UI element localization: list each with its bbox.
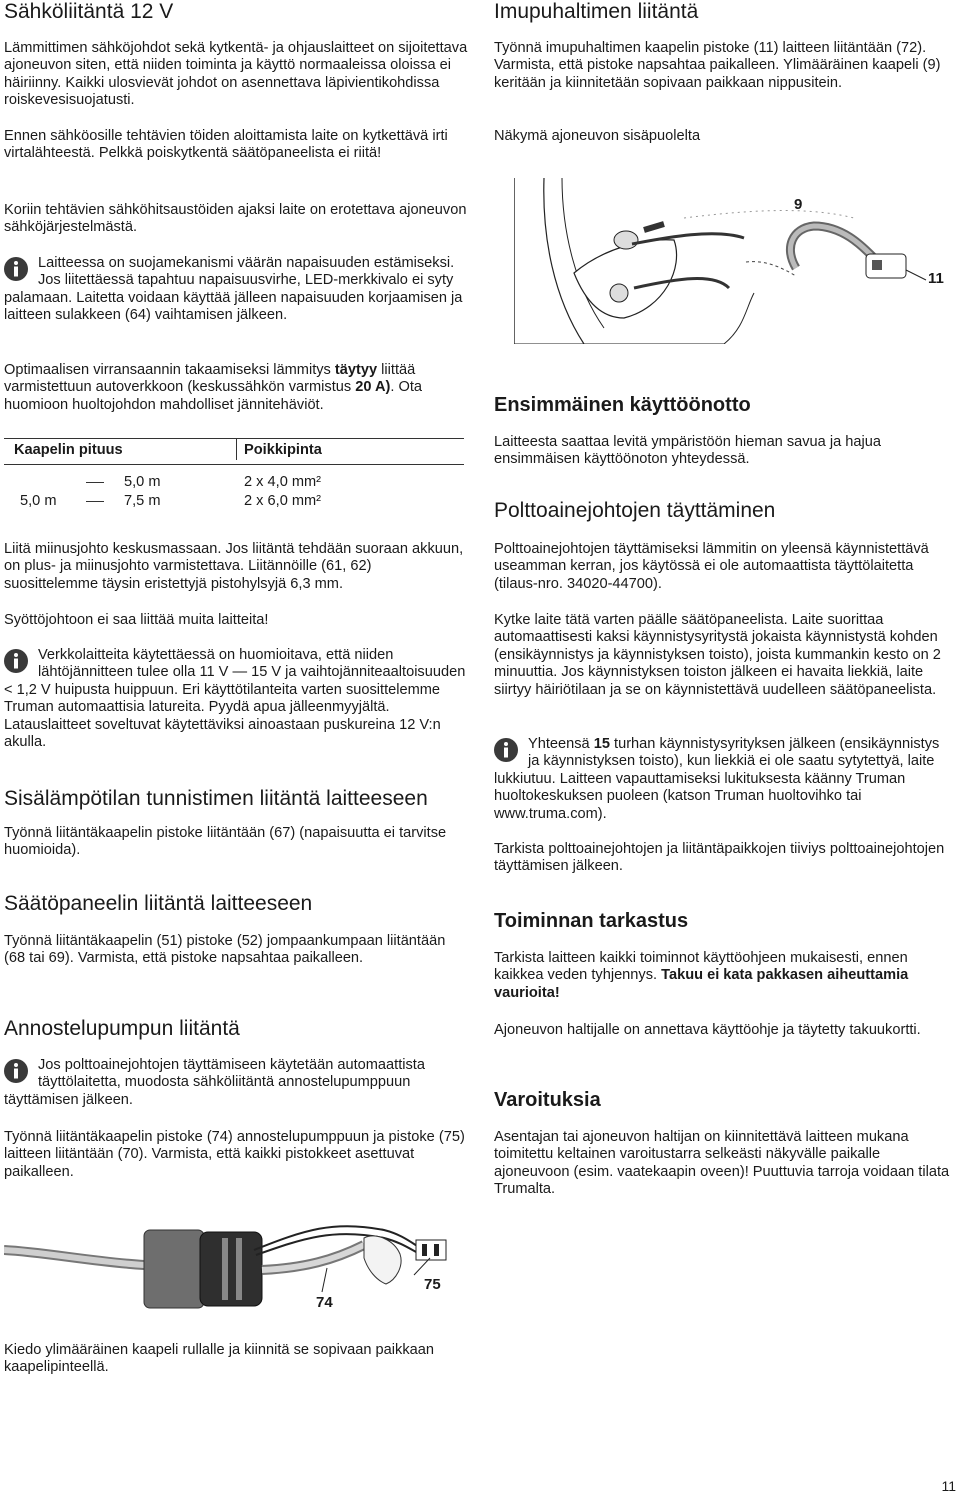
cable-table xyxy=(4,438,468,524)
text: Takuu ei kata pakkasen aiheuttamia vaurioita! xyxy=(494,967,909,1001)
paragraph: Syöttöjohtoon ei saa liittää muita laitteita! xyxy=(4,612,269,628)
figure-label-9: 9 xyxy=(794,196,803,213)
figure-label-11: 11 xyxy=(928,270,944,287)
paragraph: Kiedo ylimääräinen kaapeli rullalle ja kiinnitä se sopivaan paikkaan kaapelipinteellä. xyxy=(4,1342,434,1376)
info-note xyxy=(4,647,468,751)
section-title-vacuum: Imupuhaltimen liitäntä xyxy=(494,0,699,23)
table-header: Kaapelin pituus xyxy=(14,442,123,458)
dash xyxy=(86,501,104,502)
info-icon xyxy=(4,257,28,281)
section-title-panel: Säätöpaneelin liitäntä laitteeseen xyxy=(4,892,313,915)
info-icon xyxy=(494,738,518,762)
text: turhan käynnistysyrityksen jälkeen (ensikäynnistys ja käynnistyksen toisto), kun liekkiä ei ole saatu sytytettyä, laite lukkiutuu. Laitteen vapauttamiseksi lukituksesta käänny Truman huoltokeskuksen puoleen (katson Truman huoltovihko tai www.truma.com). xyxy=(494,736,940,822)
text: Ennen sähköosille tehtävien töiden aloittamista laite on kytkettävä irti virtalähteestä. xyxy=(4,128,448,162)
table-header: Poikkipinta xyxy=(244,442,322,458)
table-cell: 7,5 m xyxy=(124,493,161,509)
note-text: Laitteessa on suojamekanismi väärän napaisuuden estämiseksi. Jos liitettäessä tapahtuu napaisuusvirhe, LED-merkkivalo ei syty palamaan. Laitetta voidaan käyttää jälleen napaisuuden korjaamisen ja laitteen sulakkeen (64) vaihtamisen jälkeen. xyxy=(4,255,463,324)
text: 15 xyxy=(593,736,610,752)
paragraph: Laitteesta saattaa levitä ympäristöön hieman savua ja hajua ensimmäisen käyttöönoton yhteydessä. xyxy=(494,434,881,468)
paragraph: Lämmittimen sähköjohdot sekä kytkentä- ja ohjauslaitteet on sijoitettava ajoneuvon siten, että niiden toiminta ja käyttö normaaleissa oloissa ei häiriinny. Kaikki ulosvievät johdot on asennettava läpivientikohdissa roiskevesisuojatusti. xyxy=(4,40,468,109)
info-icon xyxy=(4,1059,28,1083)
note-text xyxy=(494,736,954,823)
paragraph xyxy=(4,128,468,163)
paragraph xyxy=(4,362,468,414)
info-icon xyxy=(4,649,28,673)
table-cell: 5,0 m xyxy=(20,493,57,509)
paragraph: Asentajan tai ajoneuvon haltijan on kiinnitettävä laitteen mukana toimitettu keltainen varoitustarra selkeästi näkyvälle paikalle ajoneuvoon (esim. vaatekaapin oveen)! Puuttuvia tarroja voidaan tilata Trumalta. xyxy=(494,1129,950,1198)
table-cell: 2 x 6,0 mm² xyxy=(244,493,322,509)
section-title-12v: Sähköliitäntä 12 V xyxy=(4,0,174,23)
paragraph: Näkymä ajoneuvon sisäpuolelta xyxy=(494,128,701,144)
section-title-check: Toiminnan tarkastus xyxy=(494,910,689,932)
paragraph: Työnnä liitäntäkaapelin pistoke (74) annostelupumppuun ja pistoke (75) laitteen liitäntään (70). Varmista, että kaikki pistokkeet asettuvat paikalleen. xyxy=(4,1129,465,1180)
vehicle-interior-illustration xyxy=(514,178,954,344)
info-note xyxy=(4,255,468,325)
pump-illustration xyxy=(4,1210,468,1340)
text: Yhteensä xyxy=(528,736,594,752)
pump-connection-figure xyxy=(4,1210,468,1340)
info-note xyxy=(494,736,954,823)
text: täytyy xyxy=(334,362,378,378)
text: . Ota huomioon huoltojohdon mahdolliset jännitehäviöt. xyxy=(4,379,423,413)
table-cell: 2 x 4,0 mm² xyxy=(244,474,322,490)
text: liittää varmistettuun autoverkkoon (keskussähkön varmistus xyxy=(4,362,416,396)
paragraph xyxy=(494,950,954,1002)
note-text: Jos polttoainejohtojen täyttämiseen käytetään automaattista täyttölaitetta, muodosta sähköliitäntä annostelupumppuun täyttämisen jälkeen. xyxy=(4,1057,425,1108)
figure-label-74: 74 xyxy=(316,1294,333,1311)
info-note xyxy=(4,1057,468,1109)
paragraph: Liitä miinusjohto keskusmassaan. Jos liitäntä tehdään suoraan akkuun, on plus- ja miinusjohto varmistettava. Liitännöille (61, 62) suosittelemme täysin eristettyjä pistohylsyjä 6,3 mm. xyxy=(4,541,464,592)
note-text: Verkkolaitteita käytettäessä on huomioitava, että niiden lähtöjännitteen tulee olla 11 V — 15 V ja vaihtojänniteaaltoisuuden < 1,2 V huipusta huippuun. Eri käyttötilanteita varten suosittelemme Truman automaattisia latureita. Pyydä apua jälleenmyyjältä. Latauslaitteet soveltuvat käytettäviksi ainoastaan puskureina 12 V:n akulla. xyxy=(4,647,466,751)
page-number: 11 xyxy=(941,1478,956,1494)
paragraph: Työnnä liitäntäkaapelin (51) pistoke (52) jompaankumpaan liitäntään (68 tai 69). Varmista, että pistoke napsahtaa paikalleen. xyxy=(4,933,446,967)
text: Optimaalisen virransaannin takaamiseksi lämmitys xyxy=(4,362,335,378)
text: 20 A) xyxy=(355,379,391,396)
section-title-pump: Annostelupumpun liitäntä xyxy=(4,1017,240,1040)
text: Pelkkä poiskytkentä säätöpaneelista ei riitä! xyxy=(98,145,382,162)
paragraph: Työnnä imupuhaltimen kaapelin pistoke (11) laitteen liitäntään (72). Varmista, että pistoke napsahtaa paikalleen. Ylimääräinen kaapeli (9) keritään ja kiinnitetään sopivaan paikkaan nippusitein. xyxy=(494,40,941,91)
paragraph: Tarkista polttoainejohtojen ja liitäntäpaikkojen tiiviys polttoainejohtojen täyttämisen jälkeen. xyxy=(494,841,945,875)
section-title-first-use: Ensimmäinen käyttöönotto xyxy=(494,394,751,416)
paragraph: Kytke laite tätä varten päälle säätöpaneelista. Laite suorittaa automaattisesti kaksi käynnistysyritystä jokaista käynnistystä kohden (ensikäynnistys ja käynnistyksen toisto), joista kummankin kesto on 2 minuuttia. Jos käynnistyksen toiston jälkeen ei havaita liekkiä, laite siirtyy häiriötilaan ja se on käynnistettävä uudelleen säätöpaneelista. xyxy=(494,612,941,698)
section-title-fill: Polttoainejohtojen täyttäminen xyxy=(494,499,776,522)
table-cell: 5,0 m xyxy=(124,474,161,490)
text: Tarkista laitteen kaikki toiminnot käyttöohjeen mukaisesti, ennen kaikkea veden tyhjennys. xyxy=(494,950,908,984)
section-title-warnings: Varoituksia xyxy=(494,1089,601,1111)
paragraph: Polttoainejohtojen täyttämiseksi lämmitin on yleensä käynnistettävä useamman kerran, jos käytössä ei ole automaattista täyttölaitetta (tilaus-nro. 34020-44700). xyxy=(494,541,929,592)
paragraph: Ajoneuvon haltijalle on annettava käyttöohje ja täytetty takuukortti. xyxy=(494,1022,921,1038)
dash xyxy=(86,482,104,483)
section-title-sensor: Sisälämpötilan tunnistimen liitäntä laitteeseen xyxy=(4,787,428,810)
vacuum-fan-figure xyxy=(514,178,954,344)
figure-label-75: 75 xyxy=(424,1276,441,1293)
paragraph: Koriin tehtävien sähköhitsaustöiden ajaksi laite on erotettava ajoneuvon sähköjärjestelmästä. xyxy=(4,202,467,236)
paragraph: Työnnä liitäntäkaapelin pistoke liitäntään (67) (napaisuutta ei tarvitse huomioida). xyxy=(4,825,447,859)
